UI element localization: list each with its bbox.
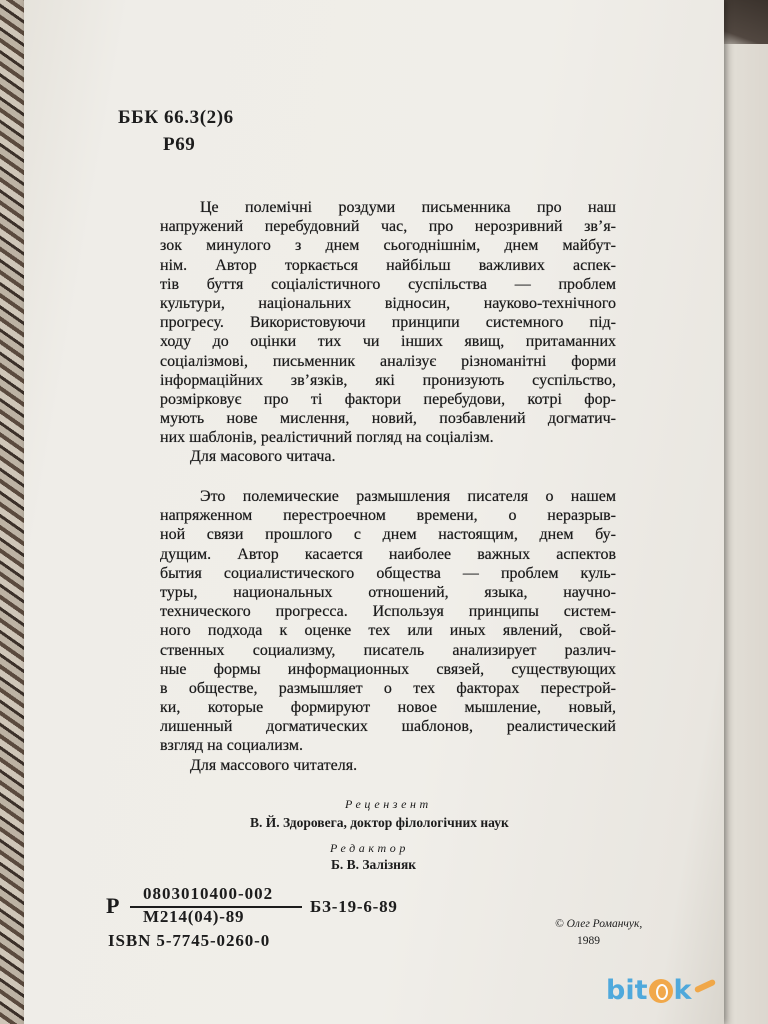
coin-icon <box>649 979 673 1003</box>
russian-annotation <box>160 487 616 775</box>
text-line: ственных социализму, писатель анализирует различ- <box>160 641 616 659</box>
copyright-year: 1989 <box>577 935 600 947</box>
text-line: розмірковує про ті фактори перебудови, котрі фор- <box>160 390 616 408</box>
swoosh-icon <box>694 979 716 994</box>
text-line: ной связи прошлого с днем настоящим, днем бу- <box>160 526 616 544</box>
text-line: ного подхода к оценке тех или иных явлений, свой- <box>160 622 616 640</box>
index-denominator: М214(04)-89 <box>143 907 245 926</box>
background-fabric <box>0 0 26 1024</box>
index-numerator: 0803010400-002 <box>143 884 274 903</box>
text-line: тів буття соціалістичного суспільства — проблем <box>160 275 616 293</box>
text-line: інформаційних зв’язків, які пронизують суспільство, <box>160 371 616 389</box>
index-letter: Р <box>106 893 120 918</box>
watermark-logo <box>606 972 716 1008</box>
text-line: соціалізмові, письменник аналізує різноманітні форми <box>160 352 616 370</box>
adjacent-page-edge <box>721 0 768 1024</box>
text-line: Это полемические размышления писателя о нашем <box>200 488 616 505</box>
text-line: Це полемічні роздуми письменника про наш <box>200 199 616 216</box>
editor-label: Редактор <box>330 841 409 855</box>
text-line: дущим. Автор касается наиболее важных аспектов <box>160 545 616 563</box>
author-mark: Р69 <box>163 134 196 155</box>
text-line: лишенный догматических шаблонов, реалистический <box>160 718 616 736</box>
text-line: напряженном перестроечном времени, о неразрыв- <box>160 507 616 525</box>
order-code: БЗ-19-6-89 <box>310 897 398 916</box>
text-line: мують нове мислення, новий, позбавлений догматич- <box>160 410 616 428</box>
reviewer-label: Рецензент <box>345 797 432 811</box>
text-line: взгляд на социализм. <box>160 737 304 755</box>
text-line: ные формы информационных связей, существующих <box>160 660 616 678</box>
reviewer-name: В. Й. Здоровега, доктор філологічних наук <box>250 815 509 830</box>
text-line: технического прогресса. Используя принципы систем- <box>160 603 616 621</box>
bbk-code: ББК 66.3(2)6 <box>118 107 234 128</box>
text-line: ходу до оцінки тих чи інших явищ, притаманних <box>160 333 616 351</box>
text-line: них шаблонів, реалістичний погляд на соціалізм. <box>160 429 494 447</box>
watermark-text-left: bit <box>606 974 648 1006</box>
text-line: культури, національних відносин, науково-технічного <box>160 294 616 312</box>
text-line: нім. Автор торкається найбільш важливих аспек- <box>160 256 616 274</box>
isbn: ISBN 5-7745-0260-0 <box>108 931 271 950</box>
editor-name: Б. В. Залізняк <box>331 857 417 872</box>
audience-line: Для массового читателя. <box>190 756 358 774</box>
text-line: прогресу. Використовуючи принципи системного під- <box>160 314 616 332</box>
text-line: ки, которые формируют новое мышление, новый, <box>160 699 616 717</box>
audience-line: Для масового читача. <box>190 448 336 466</box>
text-line: бытия социалистического общества — проблем куль- <box>160 564 616 582</box>
text-line: туры, национальных отношений, языка, научно- <box>160 583 616 601</box>
ukrainian-annotation <box>160 198 616 467</box>
text-line: в обществе, размышляет о тех факторах перестрой- <box>160 679 616 697</box>
text-line: напружений перебудовний час, про нерозривний зв’я- <box>160 218 616 236</box>
copyright-holder: © Олег Романчук, <box>555 918 643 930</box>
watermark-text-right: k <box>673 974 692 1006</box>
text-line: зок минулого з днем сьогоднішнім, днем майбут- <box>160 237 616 255</box>
